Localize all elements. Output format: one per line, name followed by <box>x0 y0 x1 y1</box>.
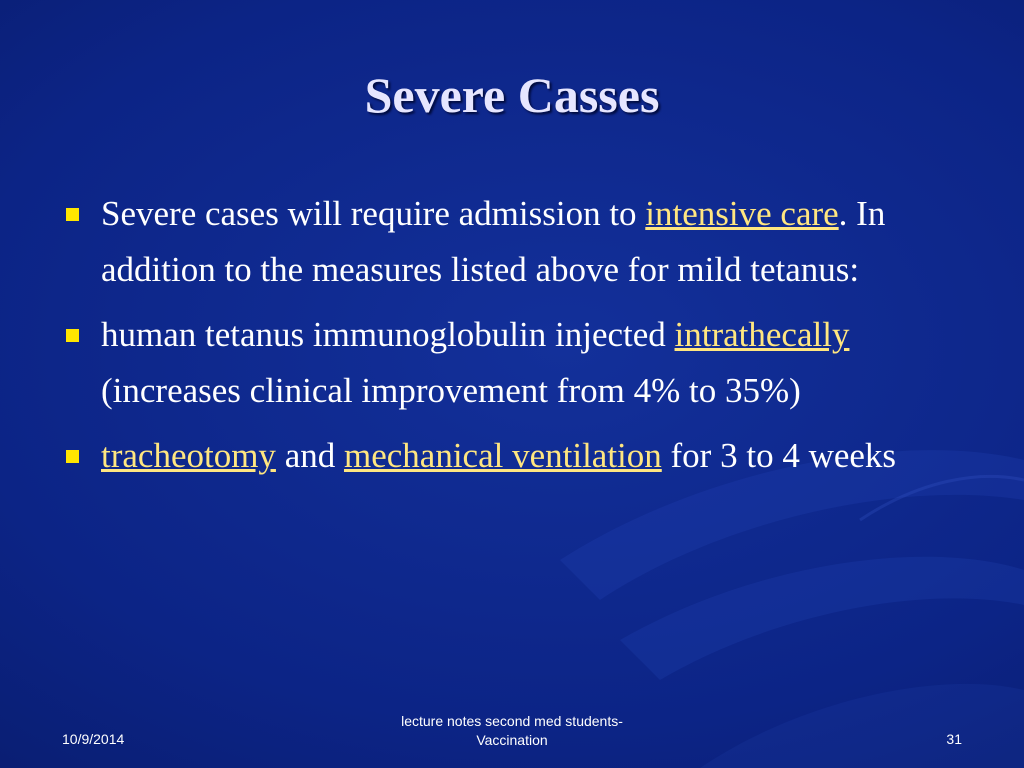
footer-caption <box>342 712 682 750</box>
bullet-square-icon <box>66 208 79 221</box>
footer-date: 10/9/2014 <box>62 731 125 747</box>
hyperlink-intrathecally[interactable]: intrathecally <box>674 315 850 354</box>
slide-title: Severe Casses <box>364 67 660 123</box>
slide-number: 31 <box>946 731 962 747</box>
bullet-text: human tetanus immunoglobulin injected <box>101 315 675 354</box>
bullet-item <box>62 428 967 484</box>
bullet-text: and <box>275 436 344 475</box>
footer-caption-line-2: Vaccination <box>476 732 548 748</box>
hyperlink-tracheotomy[interactable]: tracheotomy <box>101 436 276 475</box>
hyperlink-mechanical-ventilation[interactable]: mechanical ventilation <box>343 436 662 475</box>
bullet-item <box>62 307 967 419</box>
bullet-list <box>62 186 967 493</box>
bullet-item <box>62 186 967 298</box>
hyperlink-intensive-care[interactable]: intensive care <box>645 194 839 233</box>
bullet-square-icon <box>66 329 79 342</box>
bullet-text: (increases clinical improvement from 4% to 35%) <box>101 371 801 410</box>
footer-caption-line-1: lecture notes second med students- <box>401 713 623 729</box>
bullet-text: . In addition to the measures listed above for mild tetanus: <box>101 194 886 289</box>
bullet-text: Severe cases will require admission to <box>101 194 646 233</box>
bullet-text: for 3 to 4 weeks <box>661 436 897 475</box>
bullet-square-icon <box>66 450 79 463</box>
